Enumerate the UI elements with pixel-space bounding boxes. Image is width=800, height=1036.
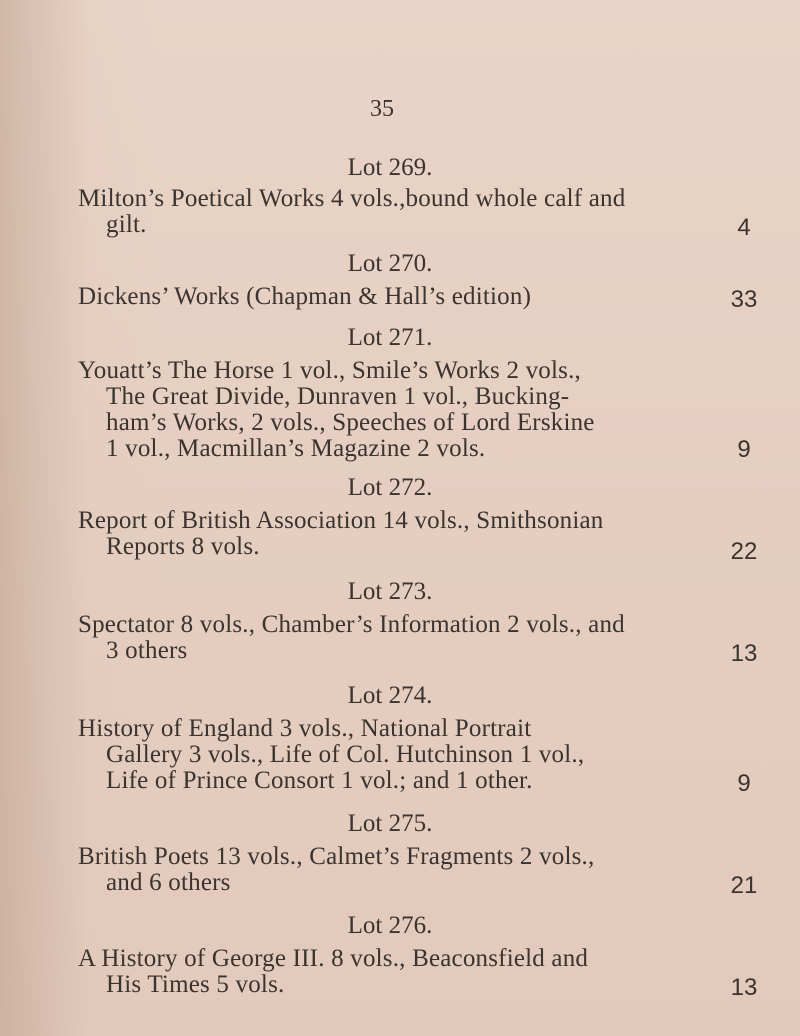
description-line: British Poets 13 vols., Calmet’s Fragments 2 vols., — [78, 843, 595, 870]
description-line: Reports 8 vols. — [106, 533, 260, 560]
lot-description — [78, 186, 625, 238]
description-line: Dickens’ Works (Chapman & Hall’s edition) — [78, 283, 532, 310]
lot-price: 9 — [737, 770, 751, 797]
lot-heading: Lot 274. — [347, 682, 433, 709]
description-line: Life of Prince Consort 1 vol.; and 1 other. — [106, 767, 533, 794]
description-line: gilt. — [106, 211, 147, 238]
lot-price: 22 — [730, 538, 758, 565]
lot-description — [78, 284, 531, 310]
lot-description — [78, 612, 625, 664]
lot-heading: Lot 269. — [347, 154, 433, 181]
lot-heading: Lot 276. — [347, 912, 433, 939]
lot-price: 13 — [730, 640, 758, 667]
description-line: ham’s Works, 2 vols., Speeches of Lord Erskine — [106, 409, 595, 436]
description-line: The Great Divide, Dunraven 1 vol., Bucking- — [106, 383, 570, 410]
lot-description — [78, 946, 588, 998]
lot-description — [78, 508, 603, 560]
description-line: Youatt’s The Horse 1 vol., Smile’s Works 2 vols., — [78, 357, 581, 384]
lot-heading: Lot 275. — [347, 810, 433, 837]
lot-price: 13 — [730, 974, 758, 1001]
description-line: 3 others — [106, 637, 188, 664]
lot-price: 21 — [730, 872, 758, 899]
lot-description — [78, 358, 595, 462]
lot-description — [78, 716, 584, 794]
lot-heading: Lot 272. — [347, 474, 433, 501]
description-line: Milton’s Poetical Works 4 vols.,bound whole calf and — [78, 185, 626, 212]
description-line: History of England 3 vols., National Portrait — [78, 715, 532, 742]
lot-price: 4 — [737, 214, 751, 241]
lot-heading: Lot 273. — [347, 578, 433, 605]
description-line: Report of British Association 14 vols., Smithsonian — [78, 507, 604, 534]
description-line: Gallery 3 vols., Life of Col. Hutchinson 1 vol., — [106, 741, 585, 768]
lot-heading: Lot 271. — [347, 324, 433, 351]
description-line: His Times 5 vols. — [106, 971, 285, 998]
lot-description — [78, 844, 594, 896]
description-line: A History of George III. 8 vols., Beaconsfield and — [78, 945, 589, 972]
page-number: 35 — [370, 96, 394, 122]
description-line: 1 vol., Macmillan’s Magazine 2 vols. — [106, 435, 486, 462]
lot-price: 9 — [737, 436, 751, 463]
description-line: Spectator 8 vols., Chamber’s Information 2 vols., and — [78, 611, 625, 638]
lot-heading: Lot 270. — [347, 250, 433, 277]
lot-price: 33 — [730, 286, 758, 313]
description-line: and 6 others — [106, 869, 231, 896]
